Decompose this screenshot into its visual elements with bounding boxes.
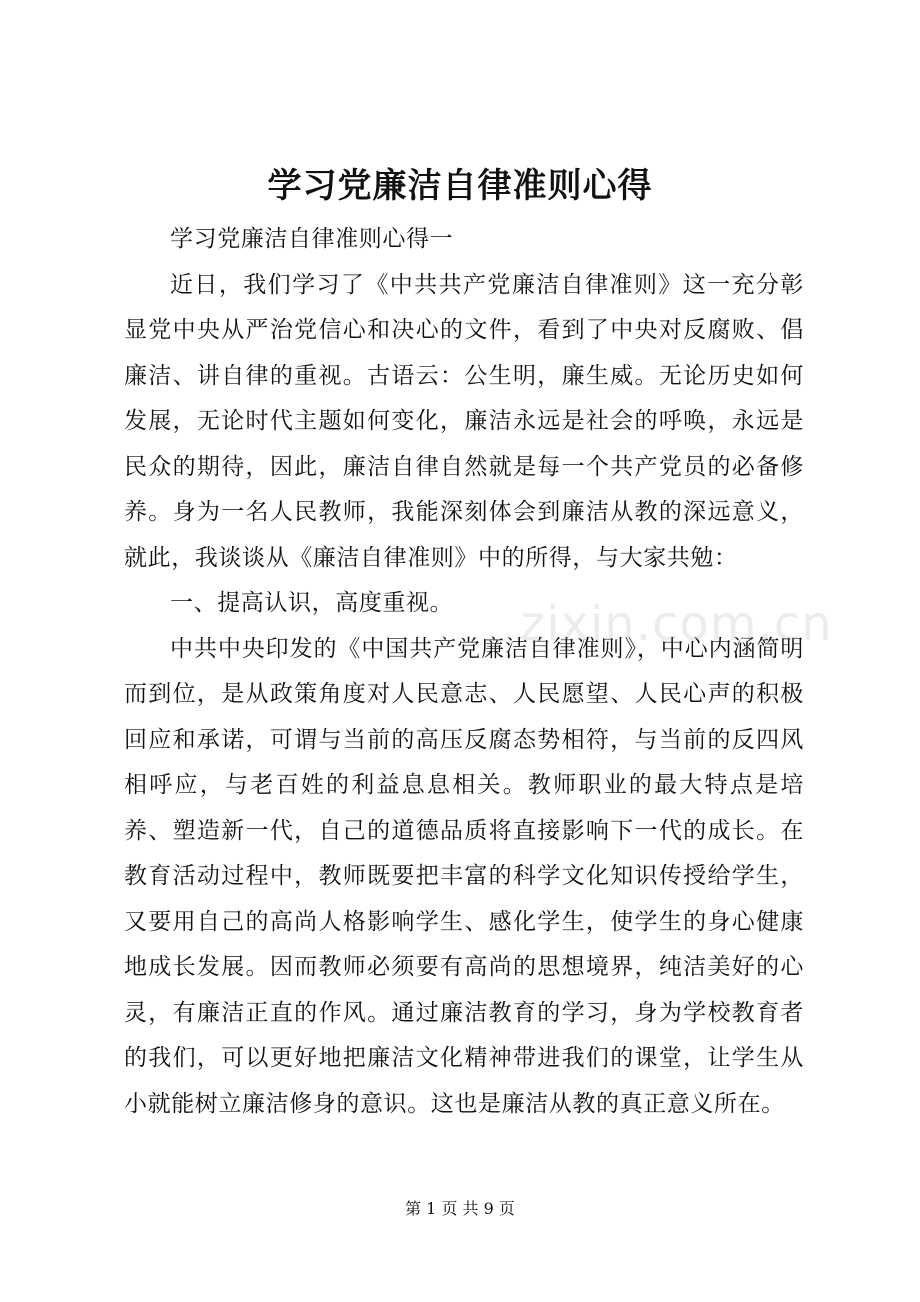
document-title: 学习党廉洁自律准则心得 — [267, 166, 653, 206]
body-paragraph: 近日，我们学习了《中共共产党廉洁自律准则》这一充分彰显党中央从严治党信心和决心的文件，看到了中央对反腐败、倡廉洁、讲自律的重视。古语云：公生明，廉生威。无论历史如何发展，无论时代主题如何变化，廉洁永远是社会的呼唤，永远是民众的期待，因此，廉洁自律自然就是每一个共产党员的必备修养。身为一名人民教师，我能深刻体会到廉洁从教的深远意义，就此，我谈谈从《廉洁自律准则》中的所得，与大家共勉： — [124, 271, 804, 571]
body-paragraph: 中共中央印发的《中国共产党廉洁自律准则》，中心内涵简明而到位，是从政策角度对人民意志、人民愿望、人民心声的积极回应和承诺，可谓与当前的高压反腐态势相符，与当前的反四风相呼应，与老百姓的利益息息相关。教师职业的最大特点是培养、塑造新一代，自己的道德品质将直接影响下一代的成长。在教育活动过程中，教师既要把丰富的科学文化知识传授给学生，又要用自己的高尚人格影响学生、感化学生，使学生的身心健康地成长发展。因而教师必须要有高尚的思想境界，纯洁美好的心灵，有廉洁正直的作风。通过廉洁教育的学习，身为学校教育者的我们，可以更好地把廉洁文化精神带进我们的课堂，让学生从小就能树立廉洁修身的意识。这也是廉洁从教的真正意义所在。 — [124, 635, 804, 1117]
subtitle-paragraph: 学习党廉洁自律准则心得一 — [170, 226, 454, 252]
document-body — [124, 217, 804, 1127]
section-heading: 一、提高认识，高度重视。 — [170, 590, 454, 616]
watermark: zixin.com.cn — [520, 596, 833, 652]
page-footer: 第 1 页 共 9 页 — [405, 1199, 515, 1218]
